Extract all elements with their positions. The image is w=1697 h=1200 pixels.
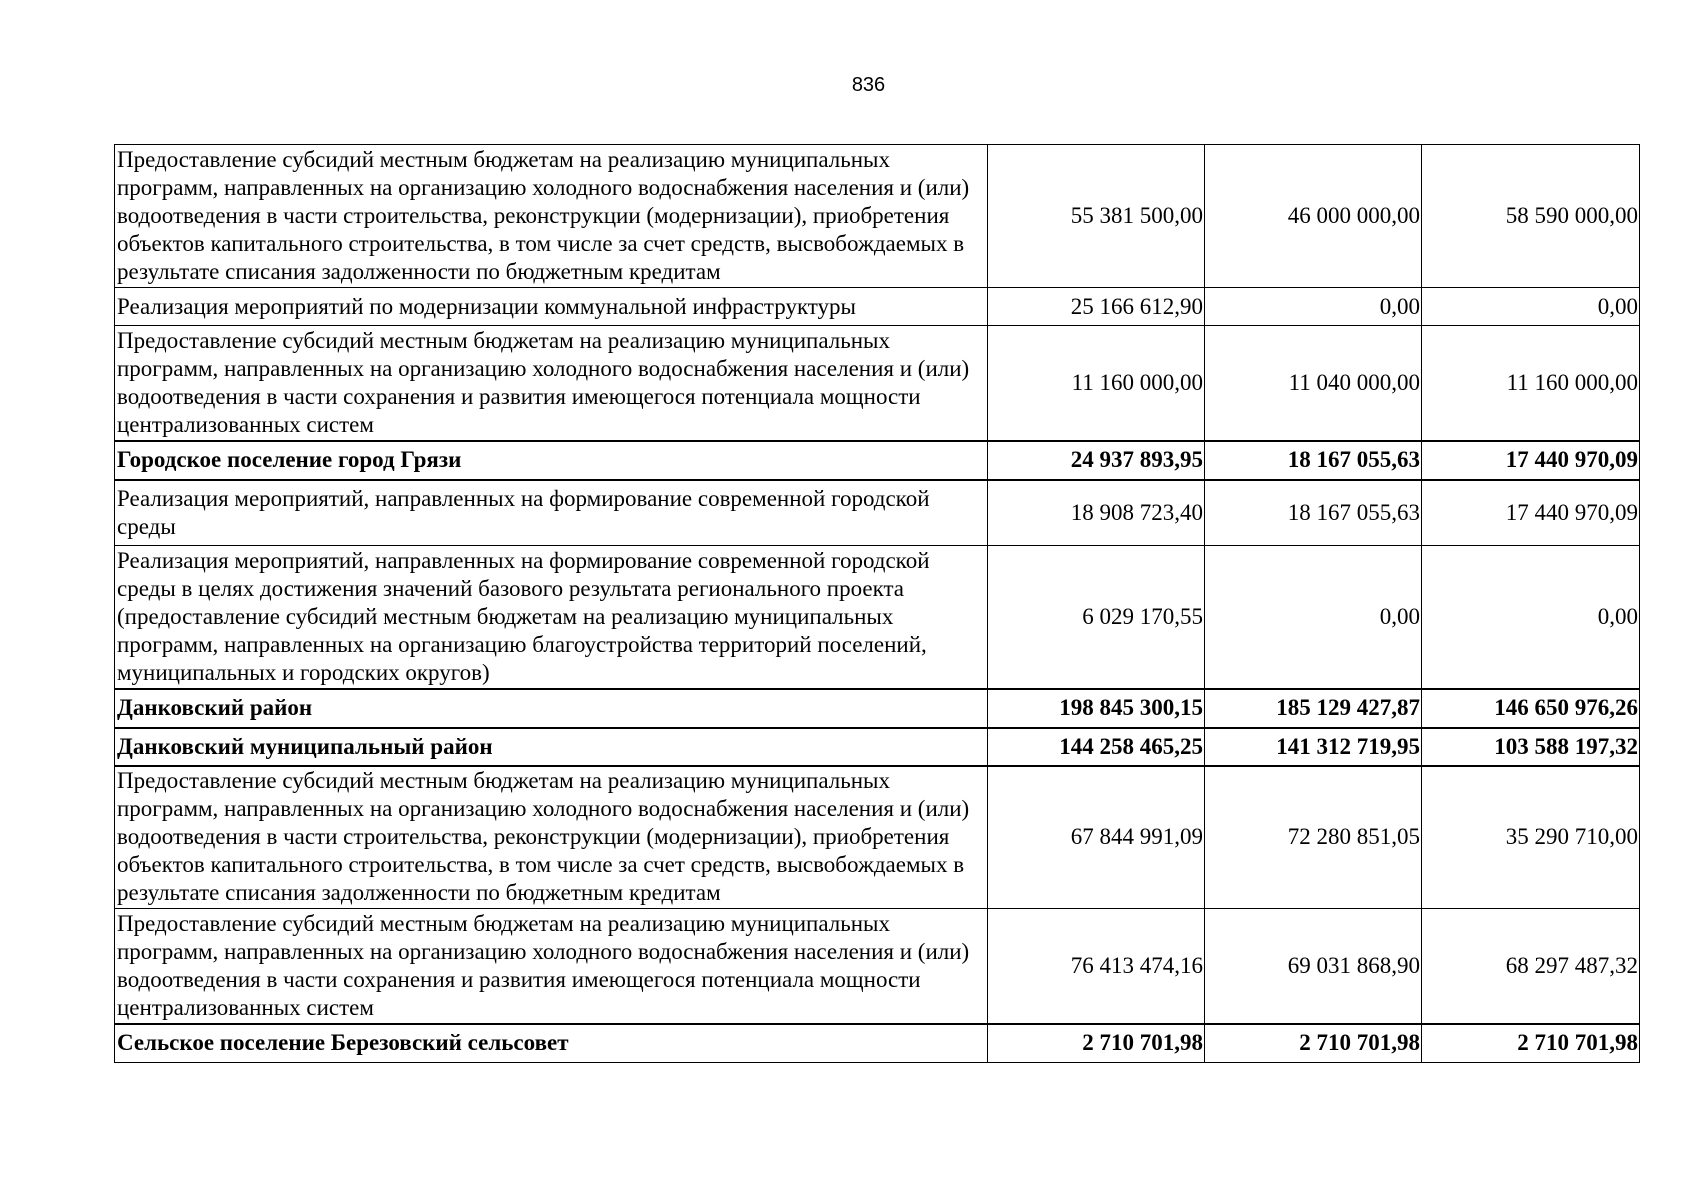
value-year-1: 67 844 991,09 xyxy=(988,766,1205,909)
value-year-1: 6 029 170,55 xyxy=(988,546,1205,689)
value-year-3: 11 160 000,00 xyxy=(1422,326,1640,441)
value-year-2: 141 312 719,95 xyxy=(1205,728,1422,766)
table-row-subtotal xyxy=(115,1024,1640,1063)
value-year-3: 103 588 197,32 xyxy=(1422,728,1640,766)
value-year-2: 69 031 868,90 xyxy=(1205,909,1422,1024)
value-year-2: 185 129 427,87 xyxy=(1205,689,1422,728)
value-year-1: 144 258 465,25 xyxy=(988,728,1205,766)
value-year-1: 11 160 000,00 xyxy=(988,326,1205,441)
value-year-2: 11 040 000,00 xyxy=(1205,326,1422,441)
value-year-2: 72 280 851,05 xyxy=(1205,766,1422,909)
value-year-2: 46 000 000,00 xyxy=(1205,145,1422,288)
value-year-2: 0,00 xyxy=(1205,288,1422,326)
value-year-1: 25 166 612,90 xyxy=(988,288,1205,326)
value-year-3: 0,00 xyxy=(1422,288,1640,326)
row-name: Реализация мероприятий по модернизации коммунальной инфраструктуры xyxy=(115,288,988,326)
value-year-2: 2 710 701,98 xyxy=(1205,1024,1422,1063)
table-row xyxy=(115,909,1640,1024)
row-name: Реализация мероприятий, направленных на формирование современной городской среды в целях достижения значений базового результата регионального проекта (предоставление субсидий местным бюджетам на реализацию муниципальных программ, направленных на организацию благоустройства территорий поселений, муниципальных и городских округов) xyxy=(115,546,988,689)
value-year-3: 0,00 xyxy=(1422,546,1640,689)
table-row-subtotal xyxy=(115,441,1640,480)
value-year-3: 58 590 000,00 xyxy=(1422,145,1640,288)
table-row xyxy=(115,288,1640,326)
row-name: Реализация мероприятий, направленных на формирование современной городской среды xyxy=(115,480,988,546)
row-name: Сельское поселение Березовский сельсовет xyxy=(115,1024,988,1063)
row-name: Предоставление субсидий местным бюджетам на реализацию муниципальных программ, направленных на организацию холодного водоснабжения населения и (или) водоотведения в части строительства, реконструкции (модернизации), приобретения объектов капитального строительства, в том числе за счет средств, высвобождаемых в результате списания задолженности по бюджетным кредитам xyxy=(115,145,988,288)
table-row xyxy=(115,145,1640,288)
table-row xyxy=(115,480,1640,546)
value-year-1: 55 381 500,00 xyxy=(988,145,1205,288)
value-year-2: 0,00 xyxy=(1205,546,1422,689)
row-name: Предоставление субсидий местным бюджетам на реализацию муниципальных программ, направленных на организацию холодного водоснабжения населения и (или) водоотведения в части сохранения и развития имеющегося потенциала мощности централизованных систем xyxy=(115,326,988,441)
row-name: Предоставление субсидий местным бюджетам на реализацию муниципальных программ, направленных на организацию холодного водоснабжения населения и (или) водоотведения в части строительства, реконструкции (модернизации), приобретения объектов капитального строительства, в том числе за счет средств, высвобождаемых в результате списания задолженности по бюджетным кредитам xyxy=(115,766,988,909)
row-name: Данковский район xyxy=(115,689,988,728)
value-year-3: 17 440 970,09 xyxy=(1422,441,1640,480)
table-row xyxy=(115,546,1640,689)
value-year-1: 76 413 474,16 xyxy=(988,909,1205,1024)
value-year-3: 146 650 976,26 xyxy=(1422,689,1640,728)
value-year-1: 24 937 893,95 xyxy=(988,441,1205,480)
table-row-subtotal xyxy=(115,689,1640,728)
row-name: Городское поселение город Грязи xyxy=(115,441,988,480)
value-year-3: 68 297 487,32 xyxy=(1422,909,1640,1024)
value-year-3: 2 710 701,98 xyxy=(1422,1024,1640,1063)
budget-table xyxy=(114,144,1640,1063)
value-year-3: 17 440 970,09 xyxy=(1422,480,1640,546)
value-year-1: 18 908 723,40 xyxy=(988,480,1205,546)
value-year-2: 18 167 055,63 xyxy=(1205,480,1422,546)
value-year-2: 18 167 055,63 xyxy=(1205,441,1422,480)
table-row xyxy=(115,326,1640,441)
row-name: Предоставление субсидий местным бюджетам на реализацию муниципальных программ, направленных на организацию холодного водоснабжения населения и (или) водоотведения в части сохранения и развития имеющегося потенциала мощности централизованных систем xyxy=(115,909,988,1024)
row-name: Данковский муниципальный район xyxy=(115,728,988,766)
page-number: 836 xyxy=(851,74,886,96)
table-row-subtotal xyxy=(115,728,1640,766)
value-year-1: 198 845 300,15 xyxy=(988,689,1205,728)
table-row xyxy=(115,766,1640,909)
value-year-3: 35 290 710,00 xyxy=(1422,766,1640,909)
value-year-1: 2 710 701,98 xyxy=(988,1024,1205,1063)
